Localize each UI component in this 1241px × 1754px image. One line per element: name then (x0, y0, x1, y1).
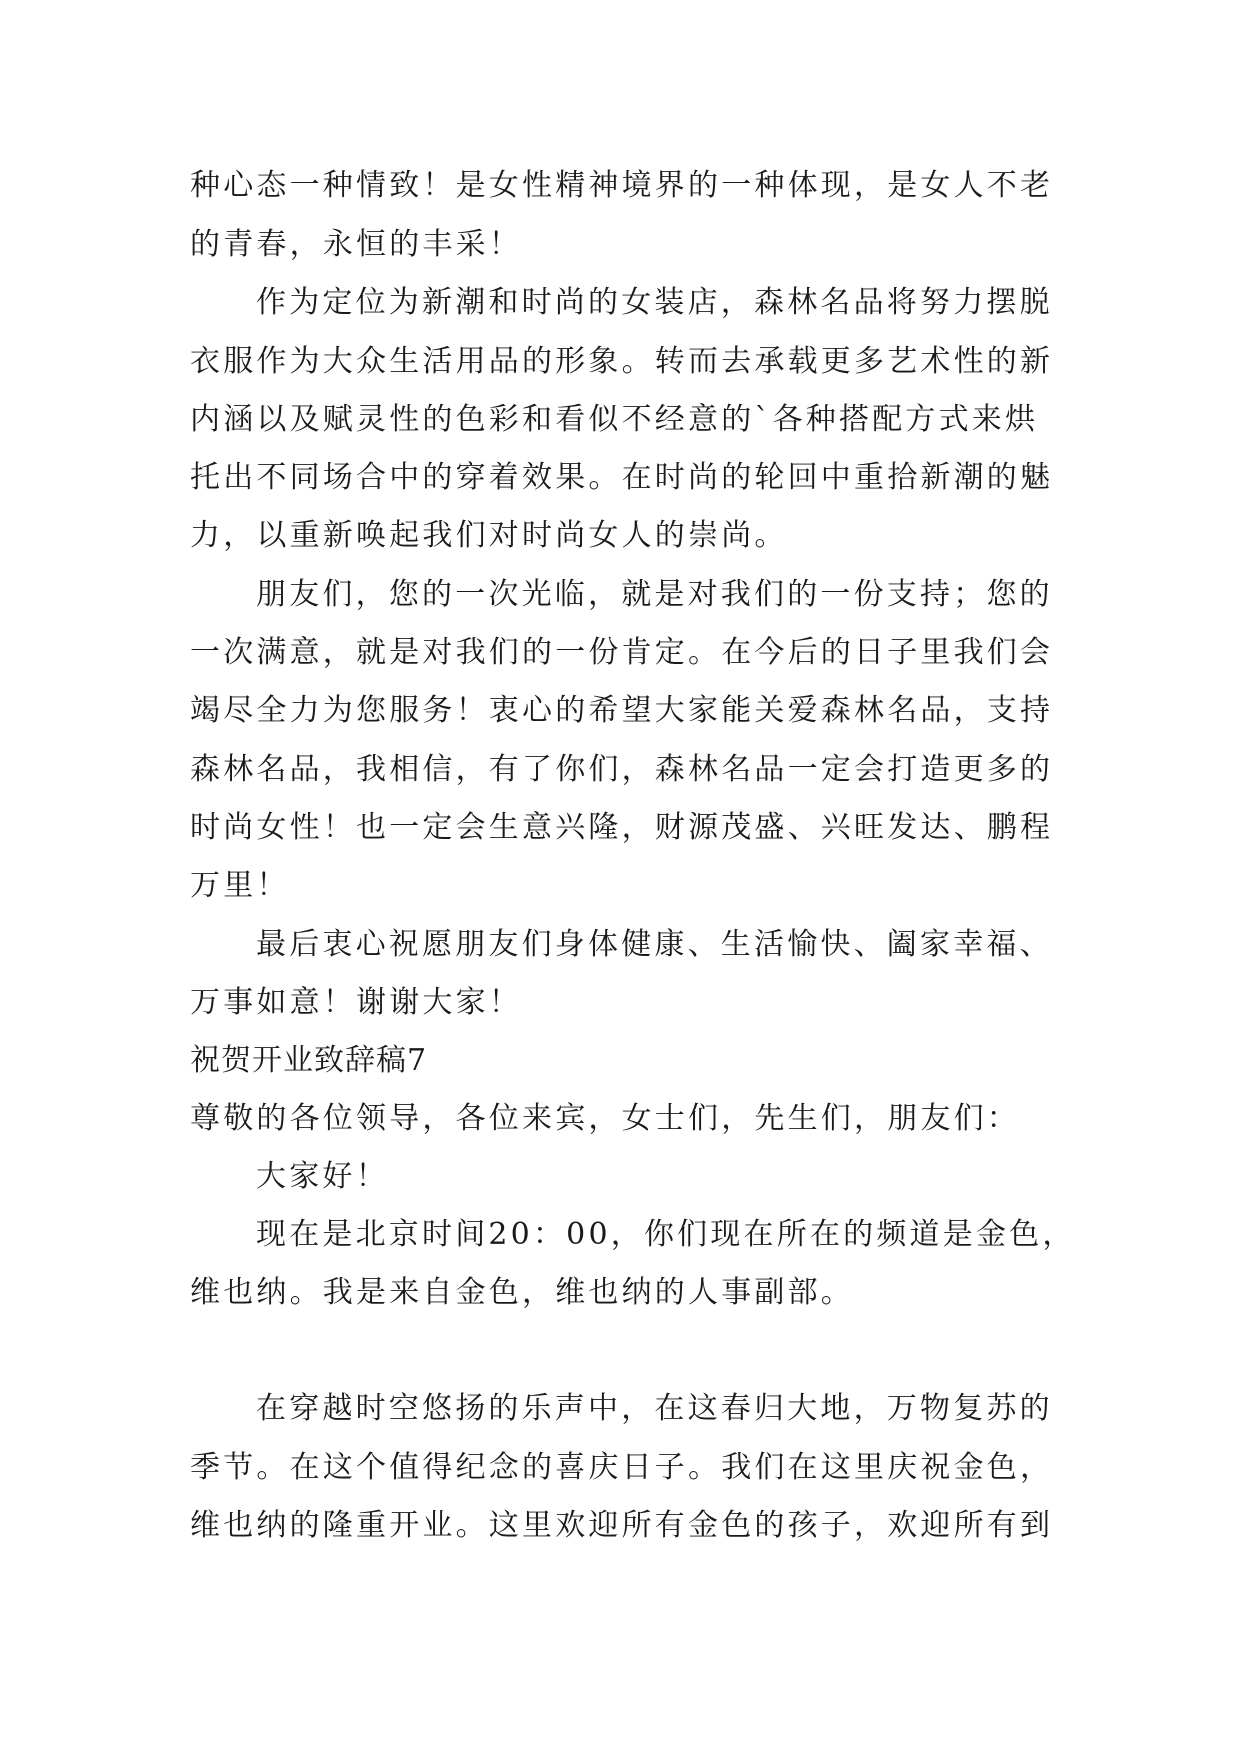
paragraph-line: 最后衷心祝愿朋友们身体健康、生活愉快、阖家幸福、 (256, 927, 1053, 962)
paragraph-line: 季节。在这个值得纪念的喜庆日子。我们在这里庆祝金色， (190, 1450, 1054, 1485)
greeting-line: 大家好！ (256, 1159, 389, 1194)
paragraph-line: 一次满意，就是对我们的一份肯定。在今后的日子里我们会 (190, 635, 1054, 670)
paragraph-line: 托出不同场合中的穿着效果。在时尚的轮回中重拾新潮的魅 (190, 460, 1054, 495)
paragraph-line: 竭尽全力为您服务！衷心的希望大家能关爱森林名品，支持 (190, 693, 1054, 728)
paragraph-line: 内涵以及赋灵性的色彩和看似不经意的`各种搭配方式来烘 (190, 402, 1039, 437)
salutation-line: 尊敬的各位领导，各位来宾，女士们，先生们，朋友们： (190, 1101, 1020, 1136)
paragraph-line: 朋友们，您的一次光临，就是对我们的一份支持；您的 (256, 577, 1053, 612)
paragraph-line: 时尚女性！也一定会生意兴隆，财源茂盛、兴旺发达、鹏程 (190, 810, 1054, 845)
paragraph-line: 万里！ (190, 868, 290, 903)
paragraph-line: 种心态一种情致！是女性精神境界的一种体现，是女人不老 (190, 168, 1054, 203)
paragraph-line: 衣服作为大众生活用品的形象。转而去承载更多艺术性的新 (190, 344, 1054, 379)
paragraph-line: 维也纳。我是来自金色，维也纳的人事副部。 (190, 1275, 854, 1310)
paragraph-line: 作为定位为新潮和时尚的女装店，森林名品将努力摆脱 (256, 285, 1053, 320)
section-heading: 祝贺开业致辞稿7 (190, 1043, 428, 1078)
paragraph-line: 维也纳的隆重开业。这里欢迎所有金色的孩子，欢迎所有到 (190, 1508, 1054, 1543)
paragraph-line: 现在是北京时间20：00，你们现在所在的频道是金色， (256, 1217, 1076, 1252)
paragraph-line: 万事如意！谢谢大家！ (190, 985, 522, 1020)
paragraph-line: 力，以重新唤起我们对时尚女人的崇尚。 (190, 518, 788, 553)
paragraph-line: 在穿越时空悠扬的乐声中，在这春归大地，万物复苏的 (256, 1391, 1053, 1426)
paragraph-line: 的青春，永恒的丰采！ (190, 227, 522, 262)
paragraph-line: 森林名品，我相信，有了你们，森林名品一定会打造更多的 (190, 752, 1054, 787)
